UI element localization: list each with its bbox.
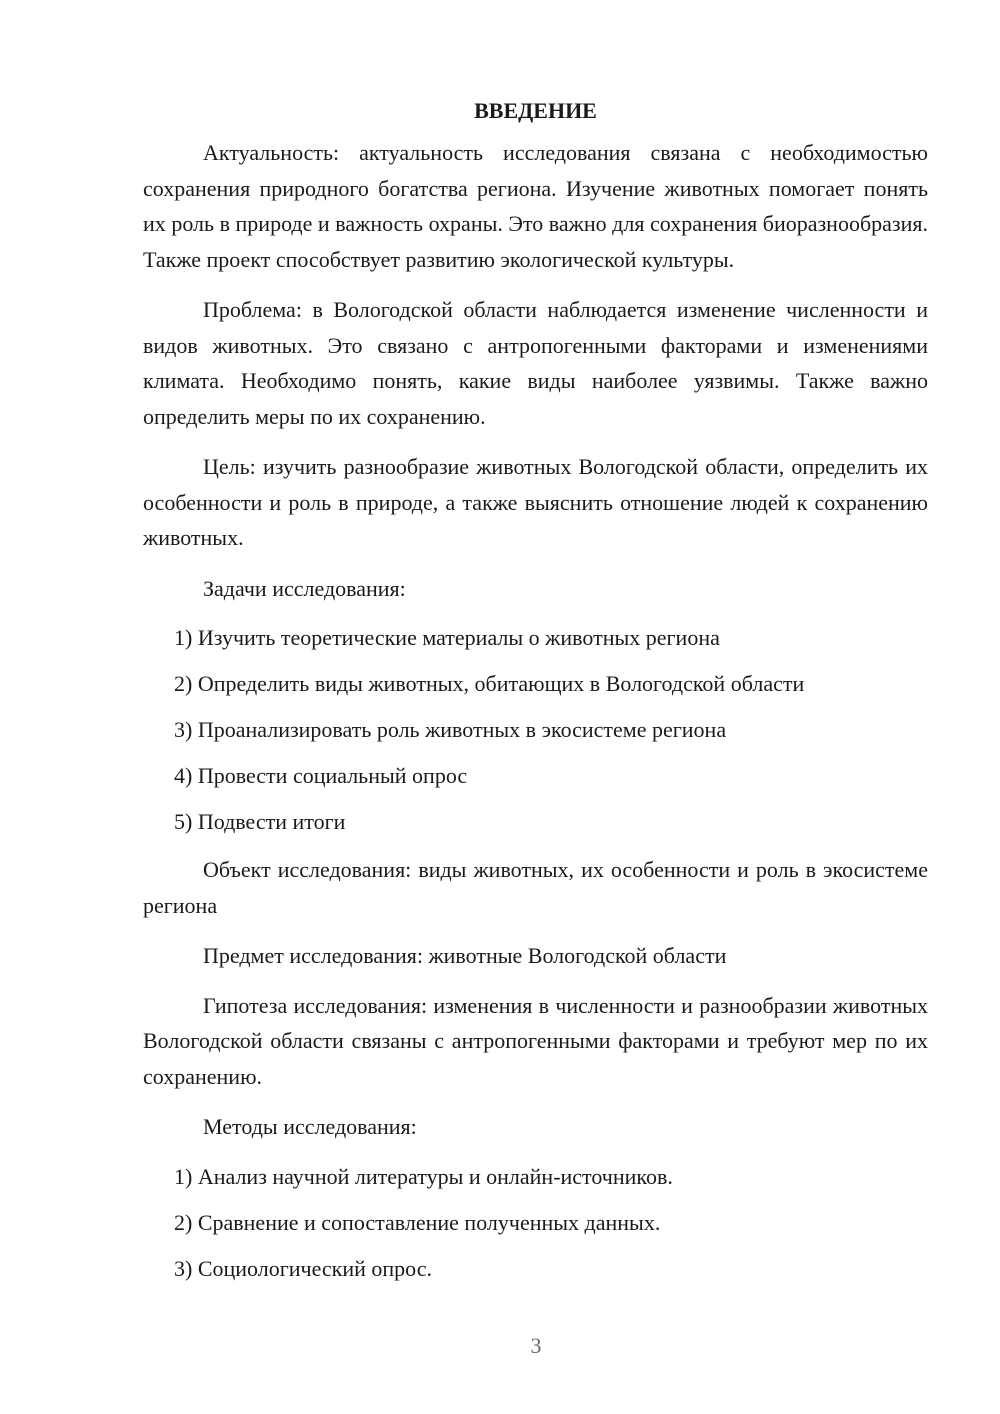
tasks-heading: Задачи исследования: bbox=[203, 575, 406, 601]
list-item: 4) Провести социальный опрос bbox=[174, 763, 468, 788]
problem-paragraph: Проблема: в Вологодской области наблюдается изменение численности и видов животных. Это связано с антропогенными факторами и изменениями климата. Необходимо понять, какие виды наиболее уязвимы. Также важно определить меры по их сохранению. bbox=[143, 297, 928, 429]
list-item: 1) Изучить теоретические материалы о животных региона bbox=[174, 625, 720, 650]
document-page bbox=[143, 95, 928, 1299]
methods-list bbox=[143, 1159, 928, 1297]
list-item: 2) Сравнение и сопоставление полученных данных. bbox=[174, 1209, 661, 1235]
goal-paragraph: Цель: изучить разнообразие животных Вологодской области, определить их особенности и роль в природе, а также выяснить отношение людей к сохранению животных. bbox=[143, 454, 928, 550]
list-item: 3) Социологический опрос. bbox=[174, 1255, 432, 1281]
list-item: 1) Анализ научной литературы и онлайн-источников. bbox=[174, 1163, 673, 1189]
object-paragraph: Объект исследования: виды животных, их особенности и роль в экосистеме региона bbox=[143, 857, 928, 918]
list-item: 3) Проанализировать роль животных в экосистеме региона bbox=[174, 717, 727, 742]
methods-heading: Методы исследования: bbox=[203, 1114, 417, 1139]
list-item: 2) Определить виды животных, обитающих в Вологодской области bbox=[174, 671, 805, 696]
subject-paragraph: Предмет исследования: животные Вологодской области bbox=[203, 943, 727, 968]
section-title: ВВЕДЕНИЕ bbox=[474, 98, 597, 123]
list-item: 5) Подвести итоги bbox=[174, 809, 346, 834]
relevance-paragraph: Актуальность: актуальность исследования связана с необходимостью сохранения природного богатства региона. Изучение животных помогает понять их роль в природе и важность охраны. Это важно для сохранения биоразнообразия. Также проект способствует развитию экологической культуры. bbox=[143, 140, 928, 272]
hypothesis-paragraph: Гипотеза исследования: изменения в численности и разнообразии животных Вологодской области связаны с антропогенными факторами и требуют мер по их сохранению. bbox=[143, 992, 928, 1089]
tasks-list bbox=[143, 620, 928, 850]
page-number: 3 bbox=[530, 1333, 542, 1358]
